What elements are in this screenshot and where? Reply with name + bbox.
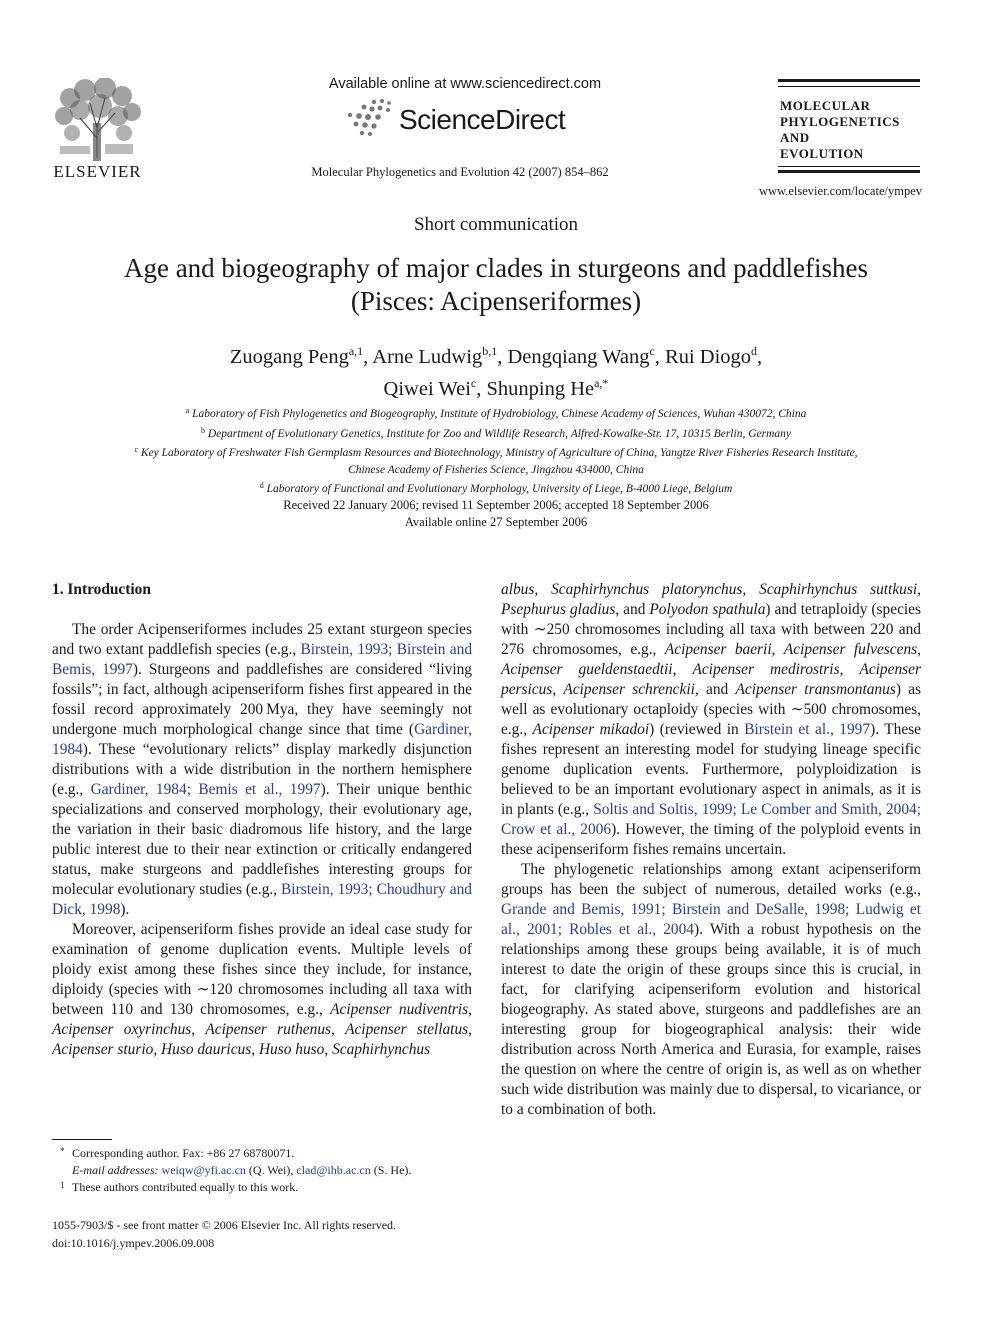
citation-link[interactable]: Grande and Bemis, 1991; Birstein and DeSalle, 1998; Ludwig et al., 2001; Robles et al., 2004 (501, 901, 921, 938)
footnote-equal-contribution: 1 These authors contributed equally to this work. (60, 1180, 299, 1194)
title-line: Age and biogeography of major clades in sturgeons and paddlefishes (123, 253, 869, 283)
author-name: Dengqiang Wang (507, 346, 650, 368)
author-affil[interactable]: d (751, 344, 758, 358)
author-affil[interactable]: b,1 (482, 344, 498, 358)
online-date: Available online 27 September 2006 (404, 515, 588, 529)
footnote-rule (52, 1139, 112, 1140)
article-title (40, 252, 952, 318)
platform-name: ScienceDirect (399, 104, 566, 135)
author-name: Rui Diogo (665, 346, 752, 368)
citation-link[interactable]: Gardiner, 1984 (52, 721, 472, 758)
paragraph: albus, Scaphirhynchus platorynchus, Scaphirhynchus suttkusi, Psephurus gladius, and Polyodon spathula) and tetraploidy (species with ∼250 chromosomes including all taxa with between 220 and 276 chromosomes, e.g., Acipenser baerii, Acipenser fulvescens, Acipenser gueldenstaedtii, Acipenser medirostris, Acipenser persicus, Acipenser schrenckii, and Acipenser transmontanus) as well as evolutionary octaploidy (species with ∼500 chromosomes, e.g., Acipenser mikadoi) (reviewed in Birstein et al., 1997). These fishes represent an interesting model for studying lineage specific genome duplication events. Furthermore, polyploidization is believed to be an important evolutionary aspect in animals, as it is in plants (e.g., Soltis and Soltis, 1999; Le Comber and Smith, 2004; Crow et al., 2006). However, the timing of the polyploid events in these acipenseriform fishes remains uncertain. (501, 581, 922, 858)
author-name: Zuogang Peng (229, 346, 349, 368)
front-matter (52, 1216, 552, 1252)
article-dates (0, 497, 992, 531)
citation-link[interactable]: Birstein, 1993; Birstein and Bemis, 1997 (52, 641, 473, 678)
title-line: (Pisces: Acipenseriformes) (350, 286, 642, 316)
author-affil[interactable]: a,1 (348, 344, 364, 358)
footnote-emails: E-mail addresses: weiqw@yfi.ac.cn (Q. Wei), clad@ihb.ac.cn (S. He). (72, 1163, 412, 1177)
section-heading: 1. Introduction (52, 581, 151, 598)
journal-rule (778, 170, 920, 173)
body-column-right (501, 580, 921, 1120)
author-name: Arne Ludwig (372, 346, 483, 368)
author-affil[interactable]: a,* (594, 376, 609, 390)
paragraph: The phylogenetic relationships among extant acipenseriform groups has been the subject of numerous, detailed works (e.g., Grande and Bemis, 1991; Birstein and DeSalle, 1998; Ludwig et al., 2001; Robles et al., 2004). With a robust hypothesis on the relationships among these groups being available, it is of much interest to date the origin of these groups since this is crucial, in fact, for clarifying acipenseriform evolution and historical biogeography. As stated above, sturgeons and paddlefishes are an interesting group for biogeographical analysis: their wide distribution across North America and Eurasia, for example, raises the question on where the centre of origin is, as well as on whether such wide distribution was mainly due to dispersal, to vicariance, or to a combination of both. (501, 861, 921, 1118)
footnotes (52, 1145, 482, 1196)
issn-line: 1055-7903/$ - see front matter © 2006 Elsevier Inc. All rights reserved. (52, 1218, 397, 1232)
paragraph: Moreover, acipenseriform fishes provide an ideal case study for examination of genome duplication events. Multiple levels of ploidy exist among these fishes since they include, for instance, diploidy (species with ∼120 chromosomes including all taxa with between 110 and 130 chromosomes, e.g., Acipenser nudiventris, Acipenser oxyrinchus, Acipenser ruthenus, Acipenser stellatus, Acipenser sturio, Huso dauricus, Huso huso, Scaphirhynchus (52, 921, 473, 1058)
received-dates: Received 22 January 2006; revised 11 September 2006; accepted 18 September 2006 (283, 498, 709, 512)
email-link[interactable]: weiqw@yfi.ac.cn (161, 1163, 246, 1177)
available-online: Available online at www.sciencedirect.com (328, 76, 602, 92)
doi-line[interactable]: doi:10.1016/j.ympev.2006.09.008 (52, 1236, 215, 1250)
email-link[interactable]: clad@ihb.ac.cn (296, 1163, 371, 1177)
affiliation: $^d$ Laboratory of Functional and Evolutionary Morphology, University of Liege, B-4000 Liege, Belgium (259, 481, 733, 496)
citation-link[interactable]: Gardiner, 1984; Bemis et al., 1997 (90, 781, 321, 798)
journal-rule (778, 79, 920, 82)
affiliation: $^c$ Key Laboratory of Freshwater Fish Germplasm Resources and Biotechnology, Ministry of Agriculture of China, Yangtze River Fisheries Research Institute, (134, 445, 858, 460)
journal-rule (778, 86, 920, 87)
journal-url[interactable]: www.elsevier.com/locate/ympev (758, 184, 922, 198)
author-name: Qiwei Wei (383, 378, 471, 400)
article-type: Short communication (413, 214, 579, 235)
author-affil[interactable]: c (470, 376, 477, 390)
affiliation: $^b$ Department of Evolutionary Genetics, Institute for Zoo and Wildlife Research, Alfred-Kowalke-Str. 17, 10315 Berlin, Germany (201, 425, 791, 440)
journal-name: MOLECULAR PHYLOGENETICS AND EVOLUTION (780, 98, 900, 161)
footnote-corresponding: * Corresponding author. Fax: +86 27 68780071. (60, 1146, 295, 1160)
body-column-left (52, 580, 472, 1060)
affiliations (40, 403, 952, 498)
author-list: Zuogang Peng$^{a,1}$, Arne Ludwig$^{b,1}$, Dengqiang Wang$^c$, Rui Diogo$^d$, Qiwei Wei$^c$, Shunping $He^{a,*}$ (229, 344, 763, 400)
sciencedirect-dots-icon (342, 98, 402, 140)
elsevier-tree-icon (50, 78, 145, 163)
journal-reference: Molecular Phylogenetics and Evolution 42 (2007) 854–862 (311, 165, 609, 179)
citation-link[interactable]: Birstein, 1993; Choudhury and Dick, 1998 (52, 881, 472, 918)
publisher-logo (50, 78, 145, 180)
citation-link[interactable]: Soltis and Soltis, 1999; Le Comber and Smith, 2004; Crow et al., 2006 (501, 801, 921, 838)
citation-link[interactable]: Birstein et al., 1997 (744, 721, 871, 738)
journal-rule (778, 166, 920, 167)
affiliation-continued: Chinese Academy of Fisheries Science, Jingzhou 434000, China (348, 463, 644, 476)
publisher-name: ELSEVIER (53, 162, 142, 181)
affiliation: $^a$ Laboratory of Fish Phylogenetics and Biogeography, Institute of Hydrobiology, Chinese Academy of Sciences, Wuhan 430072, China (185, 406, 807, 420)
author-affil[interactable]: c (649, 344, 655, 358)
author-name: Shunping He (486, 378, 595, 400)
paragraph: The order Acipenseriformes includes 25 extant sturgeon species and two extant paddlefish species (e.g., Birstein, 1993; Birstein and Bemis, 1997). Sturgeons and paddlefishes are considered “living fossils”; in fact, although acipenseriform fishes first appeared in the fossil record approximately 200 Mya, they have seemingly not undergone much morphological change since that time (Gardiner, 1984). These “evolutionary relicts” display markedly disjunction distributions with a wide distribution in the northern hemisphere (e.g., Gardiner, 1984; Bemis et al., 1997). Their unique benthic specializations and conserved morphology, their evolutionary age, the variation in their basic diadromous life history, and the large public interest due to their near extinction or critically endangered status, make sturgeons and paddlefishes interesting groups for molecular evolutionary studies (e.g., Birstein, 1993; Choudhury and Dick, 1998). (52, 621, 473, 918)
sciencedirect-logo (342, 98, 592, 142)
